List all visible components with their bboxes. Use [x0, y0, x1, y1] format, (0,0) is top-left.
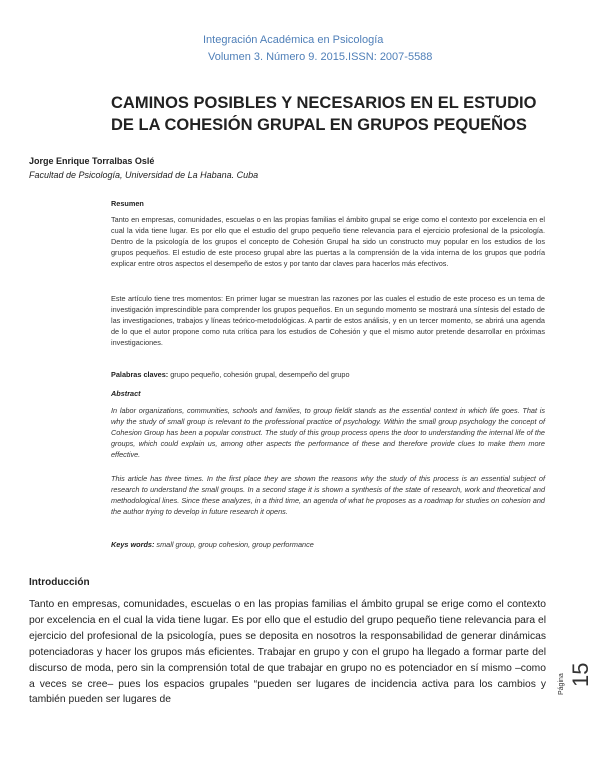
author-affiliation: Facultad de Psicología, Universidad de La Habana. Cuba [29, 170, 259, 180]
resumen-keywords-label: Palabras claves: [111, 370, 169, 379]
introduction-heading: Introducción [29, 577, 90, 588]
introduction-paragraph: Tanto en empresas, comunidades, escuelas o en las propias familias el ámbito grupal se erige como el contexto por excelencia en el cual la vida tiene lugar. Es por ello que el estudio del grupo pequeño tiene relevancia para el ejercicio del profesional de la psicología, pues se deposita en nosotros la responsabilidad de generar dinámicas potenciadoras y hacer los grupos más eficientes. Trabajar en grupo y con el grupo ha llegado a formar parte del discurso de moda, pero sin la comprensión total de que trabajar en grupo no es potenciador en sí mismo –como a veces se cree– pues los espacios grupales “pueden ser lugares de incidencia activa para los cambios y también pueden ser lugares de [29, 599, 546, 706]
page-label: Página [558, 673, 565, 695]
abstract-paragraph-1: In labor organizations, communities, schools and families, to group fieldit stands as the essential context in which life goes. That is why the study of small group is relevant to the professional practice of psychology. Within the small group psychology the concept of Cohesion Group has been a popular construct. The study of this group process opens the door to understanding the internal life of the groups, which could explain us, among other aspects the performance of these and therefore provide clues to make them more effective. [111, 406, 545, 459]
resumen-paragraph-1: Tanto en empresas, comunidades, escuelas o en las propias familias el ámbito grupal se erige como el contexto por excelencia en el cual la vida tiene lugar. Es por ello que el estudio del grupo pequeño tiene relevancia para el ejercicio profesional de la psicología. Dentro de la psicología de los grupos el concepto de Cohesión Grupal ha sido un constructo muy popular en los estudios de los grupos pequeños. El estudio de este proceso grupal abre las puertas a la comprensión de la vida interna de los grupos que podría explicar entre otros aspectos el desempeño de estos y por tanto dar claves para hacerlos más efectivos. [111, 215, 545, 268]
abstract-keywords [111, 540, 314, 549]
abstract-keywords-value: small group, group cohesion, group performance [154, 540, 314, 549]
resumen-keywords [111, 370, 350, 379]
resumen-heading: Resumen [111, 199, 144, 208]
abstract-heading: Abstract [111, 389, 141, 398]
abstract-paragraph-2: This article has three times. In the first place they are shown the reasons why the study of this process is an essential subject of research to understand the small groups. In a second stage it is shown a synthesis of the state of research, work and theoretical and methodological lines. Since these analyzes, in a third time, an agenda of what he proposes as a roadmap for studies on cohesion and the author trying to develop in future research it opens. [111, 474, 545, 516]
page-number: 15 [568, 662, 593, 687]
journal-name: Integración Académica en Psicología [203, 34, 384, 46]
abstract-keywords-label: Keys words: [111, 540, 155, 549]
article-title: CAMINOS POSIBLES Y NECESARIOS EN EL ESTUDIO DE LA COHESIÓN GRUPAL EN GRUPOS PEQUEÑOS [111, 94, 537, 134]
journal-issue: Volumen 3. Número 9. 2015.ISSN: 2007-5588 [208, 51, 433, 63]
resumen-keywords-value: grupo pequeño, cohesión grupal, desempeño del grupo [168, 370, 350, 379]
author-name: Jorge Enrique Torralbas Oslé [29, 156, 155, 166]
resumen-paragraph-2: Este artículo tiene tres momentos: En primer lugar se muestran las razones por las cuales el estudio de este proceso es un tema de investigación imprescindible para comprender los grupos pequeños. En un segundo momento se mostrará una síntesis del estado de las investigaciones, trabajos y líneas teórico-metodológicas. A partir de estos análisis, y en un tercer momento, se abrirá una agenda de lo que el autor propone como ruta crítica para los estudios de Cohesión y que el mismo autor pretende desarrollar en próximas investigaciones. [111, 294, 545, 347]
